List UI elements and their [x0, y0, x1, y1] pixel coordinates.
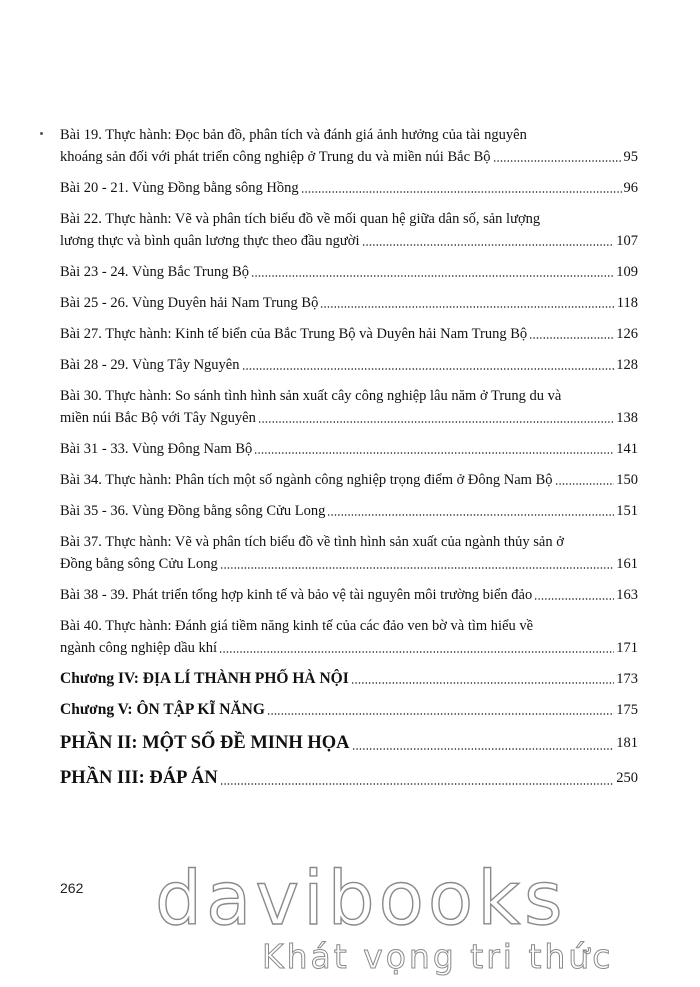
toc-entry-bai-34[interactable] — [60, 469, 638, 491]
leader-dots — [352, 748, 615, 750]
toc-page-number: 138 — [616, 410, 638, 426]
leader-dots — [493, 160, 622, 162]
watermark-slogan: Khát vọng tri thức — [262, 937, 614, 976]
toc-entry-bai-38-39[interactable] — [60, 584, 638, 606]
toc-part-ii[interactable] — [60, 730, 638, 756]
toc-entry-title: Bài 38 - 39. Phát triển tổng hợp kinh tế và bảo vệ tài nguyên môi trường biển đảo — [60, 587, 533, 603]
toc-page-number: 128 — [616, 357, 638, 373]
toc-chapter-iv[interactable] — [60, 668, 638, 690]
toc-part-title: PHẦN II: MỘT SỐ ĐỀ MINH HỌA — [60, 733, 350, 753]
leader-dots — [254, 452, 614, 454]
toc-entry-bai-20-21[interactable] — [60, 177, 638, 199]
toc-entry-title: Bài 31 - 33. Vùng Đông Nam Bộ — [60, 441, 253, 457]
margin-mark — [40, 132, 43, 135]
toc-page-number: 141 — [616, 441, 638, 457]
leader-dots — [351, 682, 614, 684]
toc-entry-title: miền núi Bắc Bộ với Tây Nguyên — [60, 410, 256, 426]
toc-entry-title-line: Bài 19. Thực hành: Đọc bản đồ, phân tích và đánh giá ảnh hưởng của tài nguyên — [60, 127, 527, 143]
leader-dots — [555, 483, 615, 485]
toc-entry-title: ngành công nghiệp dầu khí — [60, 640, 218, 656]
toc-page-number: 181 — [616, 735, 638, 751]
toc-page-number: 173 — [616, 671, 638, 687]
toc-entry-title: khoáng sản đối với phát triển công nghiệp ở Trung du và miền núi Bắc Bộ — [60, 149, 491, 165]
toc-entry-title: Bài 20 - 21. Vùng Đồng bằng sông Hồng — [60, 180, 299, 196]
toc-page-number: 107 — [616, 233, 638, 249]
toc-page-number: 150 — [616, 472, 638, 488]
toc-entry-bai-23-24[interactable] — [60, 261, 638, 283]
toc-entry-bai-25-26[interactable] — [60, 292, 638, 314]
toc-chapter-title: Chương V: ÔN TẬP KĨ NĂNG — [60, 701, 265, 718]
toc-entry-title: Bài 25 - 26. Vùng Duyên hải Nam Trung Bộ — [60, 295, 319, 311]
toc-chapter-v[interactable] — [60, 699, 638, 721]
page-number: 262 — [60, 880, 84, 896]
leader-dots — [242, 368, 615, 370]
leader-dots — [320, 306, 614, 308]
leader-dots — [258, 421, 614, 423]
toc-page-number: 171 — [616, 640, 638, 656]
toc-page-number: 95 — [623, 149, 638, 165]
leader-dots — [220, 783, 614, 785]
toc-entry-bai-40[interactable] — [60, 615, 638, 659]
toc-page-number: 96 — [623, 180, 638, 196]
leader-dots — [534, 598, 614, 600]
leader-dots — [220, 567, 615, 569]
toc-entry-title: Bài 28 - 29. Vùng Tây Nguyên — [60, 357, 240, 373]
toc-page-number: 163 — [616, 587, 638, 603]
toc-entry-bai-30[interactable] — [60, 385, 638, 429]
toc-entry-title-line: Bài 22. Thực hành: Vẽ và phân tích biểu đồ về mối quan hệ giữa dân số, sản lượng — [60, 211, 541, 227]
leader-dots — [251, 275, 614, 277]
toc-chapter-title: Chương IV: ĐỊA LÍ THÀNH PHỐ HÀ NỘI — [60, 670, 349, 687]
toc-part-title: PHẦN III: ĐÁP ÁN — [60, 768, 218, 788]
toc-entry-title-line: Bài 30. Thực hành: So sánh tình hình sản xuất cây công nghiệp lâu năm ở Trung du và — [60, 388, 562, 404]
toc-entry-title-line: Bài 40. Thực hành: Đánh giá tiềm năng kinh tế của các đảo ven bờ và tìm hiểu về — [60, 618, 534, 634]
toc-entry-bai-27[interactable] — [60, 323, 638, 345]
davibooks-watermark-logo: davibooks — [155, 856, 567, 942]
toc-page-number: 126 — [616, 326, 638, 342]
toc-page-number: 250 — [616, 770, 638, 786]
toc-entry-bai-28-29[interactable] — [60, 354, 638, 376]
leader-dots — [362, 244, 615, 246]
toc-entry-bai-31-33[interactable] — [60, 438, 638, 460]
toc-page-number: 161 — [616, 556, 638, 572]
toc-entry-title: Bài 27. Thực hành: Kinh tế biển của Bắc Trung Bộ và Duyên hải Nam Trung Bộ — [60, 326, 528, 342]
toc-entry-title: Bài 34. Thực hành: Phân tích một số ngành công nghiệp trọng điểm ở Đông Nam Bộ — [60, 472, 553, 488]
leader-dots — [219, 651, 614, 653]
toc-page-number: 151 — [616, 503, 638, 519]
toc-entry-title: Bài 35 - 36. Vùng Đồng bằng sông Cửu Long — [60, 503, 326, 519]
toc-entry-bai-19[interactable] — [60, 124, 638, 168]
toc-page-number: 118 — [616, 295, 638, 311]
toc-part-iii[interactable] — [60, 765, 638, 791]
table-of-contents — [60, 124, 638, 791]
leader-dots — [327, 514, 614, 516]
toc-entry-bai-35-36[interactable] — [60, 500, 638, 522]
leader-dots — [267, 713, 614, 715]
toc-entry-title-line: Bài 37. Thực hành: Vẽ và phân tích biểu đồ về tình hình sản xuất của ngành thủy sản ở — [60, 534, 564, 550]
toc-entry-bai-22[interactable] — [60, 208, 638, 252]
toc-page-number: 109 — [616, 264, 638, 280]
toc-entry-title: lương thực và bình quân lương thực theo đầu người — [60, 233, 360, 249]
toc-page-number: 175 — [616, 702, 638, 718]
toc-entry-title: Đồng bằng sông Cửu Long — [60, 556, 218, 572]
leader-dots — [529, 337, 614, 339]
toc-entry-title: Bài 23 - 24. Vùng Bắc Trung Bộ — [60, 264, 250, 280]
toc-entry-bai-37[interactable] — [60, 531, 638, 575]
leader-dots — [301, 191, 622, 193]
